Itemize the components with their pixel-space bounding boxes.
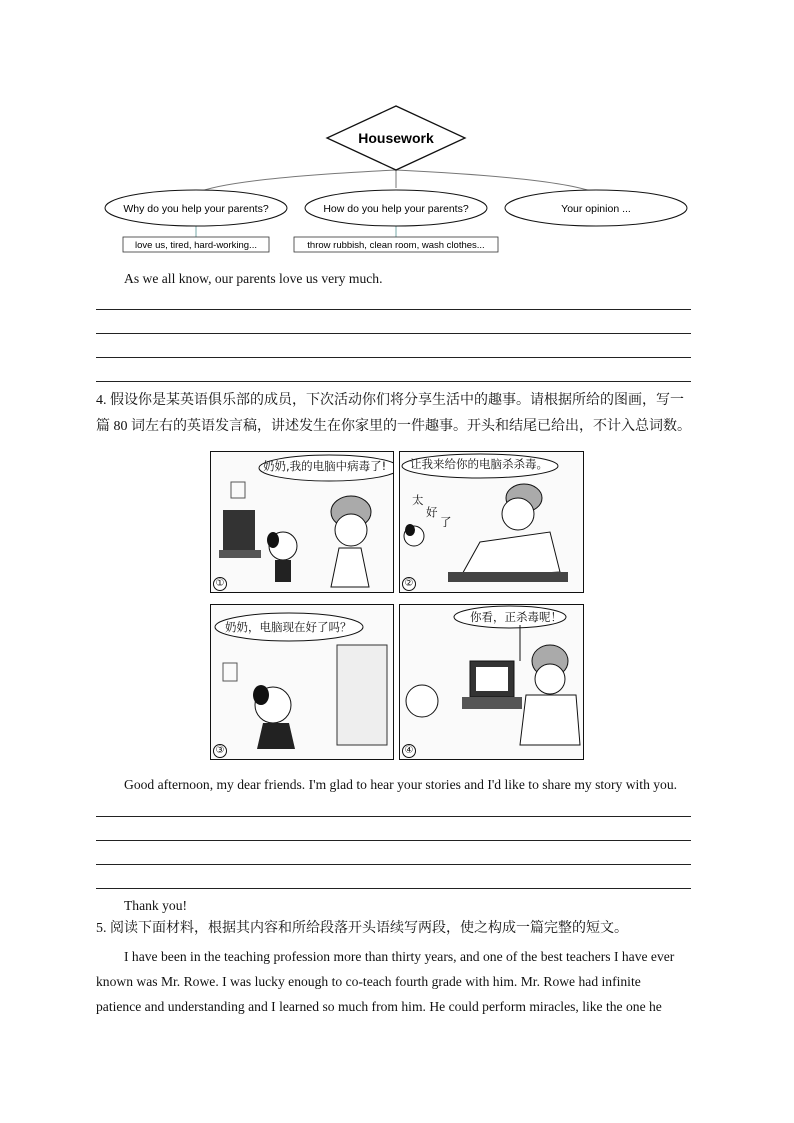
q5-paragraph-line: I have been in the teaching profession more than thirty years, and one of the best teachers I have ever [124, 949, 675, 964]
q5-paragraph-line: known was Mr. Rowe. I was lucky enough to co-teach fourth grade with him. Mr. Rowe had infinite [96, 974, 641, 989]
mindmap-center-label: Housework [358, 130, 434, 146]
why-answer-text: love us, tired, hard-working... [135, 240, 257, 251]
panel-2-number: ② [402, 577, 416, 591]
answer-line [96, 888, 691, 889]
comic-panel-1 [210, 451, 394, 593]
opinion-node-label: Your opinion ... [561, 203, 631, 215]
housework-mindmap [0, 0, 794, 270]
panel-1-number: ① [213, 577, 227, 591]
how-node-label: How do you help your parents? [323, 203, 469, 215]
panel-2-side-text-1: 太 [412, 493, 424, 507]
q4-instruction-line1: 4. 假设你是某英语俱乐部的成员，下次活动你们将分享生活中的趣事。请根据所给的图画，写一 [96, 393, 684, 408]
q4-opening: Good afternoon, my dear friends. I'm glad to hear your stories and I'd like to share my story with you. [124, 777, 678, 792]
comic-panel-4 [399, 604, 584, 760]
panel-4-speech: 你看，正杀毒呢！ [470, 610, 562, 624]
answer-line [96, 864, 691, 865]
comic-panel-2 [399, 451, 584, 593]
answer-line [96, 357, 691, 358]
panel-1-speech: 奶奶,我的电脑中病毒了! [263, 459, 387, 473]
comic-panel-3 [210, 604, 394, 760]
answer-line [96, 840, 691, 841]
answer-line [96, 816, 691, 817]
q4-instruction-line2: 篇 80 词左右的英语发言稿，讲述发生在你家里的一件趣事。开头和结尾已给出，不计入总词数。 [96, 419, 691, 434]
how-answer-text: throw rubbish, clean room, wash clothes... [307, 240, 485, 251]
panel-3-speech: 奶奶，电脑现在好了吗？ [225, 620, 352, 634]
q5-paragraph-line: patience and understanding and I learned so much from him. He could perform miracles, like the one he [96, 999, 662, 1014]
why-node-label: Why do you help your parents? [123, 203, 269, 215]
answer-line [96, 333, 691, 334]
panel-4-drawing [400, 605, 583, 759]
essay3-opening: As we all know, our parents love us very much. [124, 271, 383, 286]
panel-2-speech: 让我来给你的电脑杀杀毒。 [410, 457, 548, 471]
panel-3-number: ③ [213, 744, 227, 758]
q4-closing: Thank you! [124, 898, 188, 913]
answer-line [96, 309, 691, 310]
panel-2-drawing [400, 452, 583, 592]
answer-line [96, 381, 691, 382]
panel-2-side-text-3: 了 [440, 515, 452, 529]
panel-4-number: ④ [402, 744, 416, 758]
q5-instruction: 5. 阅读下面材料，根据其内容和所给段落开头语续写两段，使之构成一篇完整的短文。 [96, 921, 628, 936]
panel-2-side-text-2: 好 [426, 505, 438, 519]
